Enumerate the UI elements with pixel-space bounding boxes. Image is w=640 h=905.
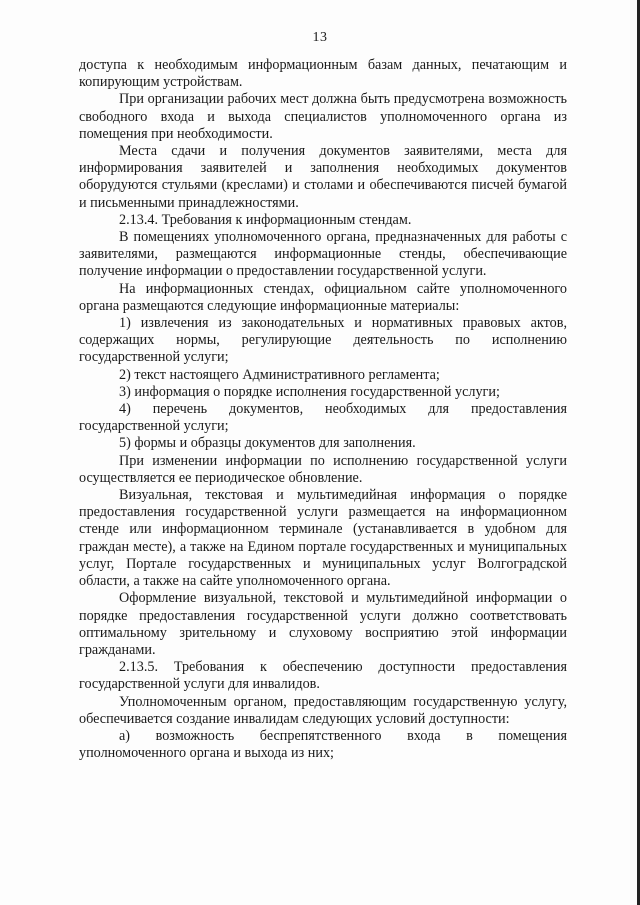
list-item-5: 5) формы и образцы документов для заполнения.	[119, 435, 416, 452]
paragraph-13: Визуальная, текстовая и мультимедийная информация о порядке предоставления государственной услуги размещается на информационном стенде или информационном терминале (устанавливается в удобном для граждан месте), а также на Едином портале государственных и муниципальных услуг, Портале государственных и муниципальных услуг Волгоградской области, а также на сайте уполномоченного органа.	[79, 487, 567, 590]
list-item-1: 1) извлечения из законодательных и нормативных правовых актов, содержащих нормы, регулирующие деятельность по исполнению государственной услуги;	[79, 315, 567, 366]
paragraph-2: При организации рабочих мест должна быть предусмотрена возможность свободного входа и выхода специалистов уполномоченного органа из помещения при необходимости.	[79, 91, 567, 142]
document-body	[79, 57, 567, 762]
list-item-a: а) возможность беспрепятственного входа в помещения уполномоченного органа и выхода из них;	[79, 727, 567, 762]
paragraph-3: Места сдачи и получения документов заявителями, места для информирования заявителей и заполнения необходимых документов оборудуются стульями (креслами) и столами и обеспечиваются писчей бумагой и письменными принадлежностями.	[79, 143, 567, 211]
paragraph-1: доступа к необходимым информационным базам данных, печатающим и копирующим устройствам.	[79, 57, 567, 91]
list-item-3: 3) информация о порядке исполнения государственной услуги;	[119, 383, 500, 400]
page-number: 13	[312, 30, 328, 45]
list-item-2: 2) текст настоящего Административного регламента;	[119, 366, 440, 383]
list-item-4: 4) перечень документов, необходимых для предоставления государственной услуги;	[79, 401, 567, 435]
section-heading-2-13-5: 2.13.5. Требования к обеспечению доступности предоставления государственной услуги для инвалидов.	[79, 659, 567, 693]
paragraph-6: На информационных стендах, официальном сайте уполномоченного органа размещаются следующие информационные материалы:	[79, 280, 567, 314]
paragraph-16: Уполномоченным органом, предоставляющим государственную услугу, обеспечивается создание инвалидам следующих условий доступности:	[79, 693, 567, 727]
section-heading-2-13-4: 2.13.4. Требования к информационным стендам.	[119, 211, 412, 228]
paragraph-14: Оформление визуальной, текстовой и мультимедийной информации о порядке предоставления государственной услуги должно соответствовать оптимальному зрительному и слуховому восприятию этой информации гражданами.	[79, 590, 567, 658]
paragraph-5: В помещениях уполномоченного органа, предназначенных для работы с заявителями, размещаются информационные стенды, обеспечивающие получение информации о предоставлении государственной услуги.	[79, 229, 567, 280]
paragraph-12: При изменении информации по исполнению государственной услуги осуществляется ее периодическое обновление.	[79, 452, 567, 486]
